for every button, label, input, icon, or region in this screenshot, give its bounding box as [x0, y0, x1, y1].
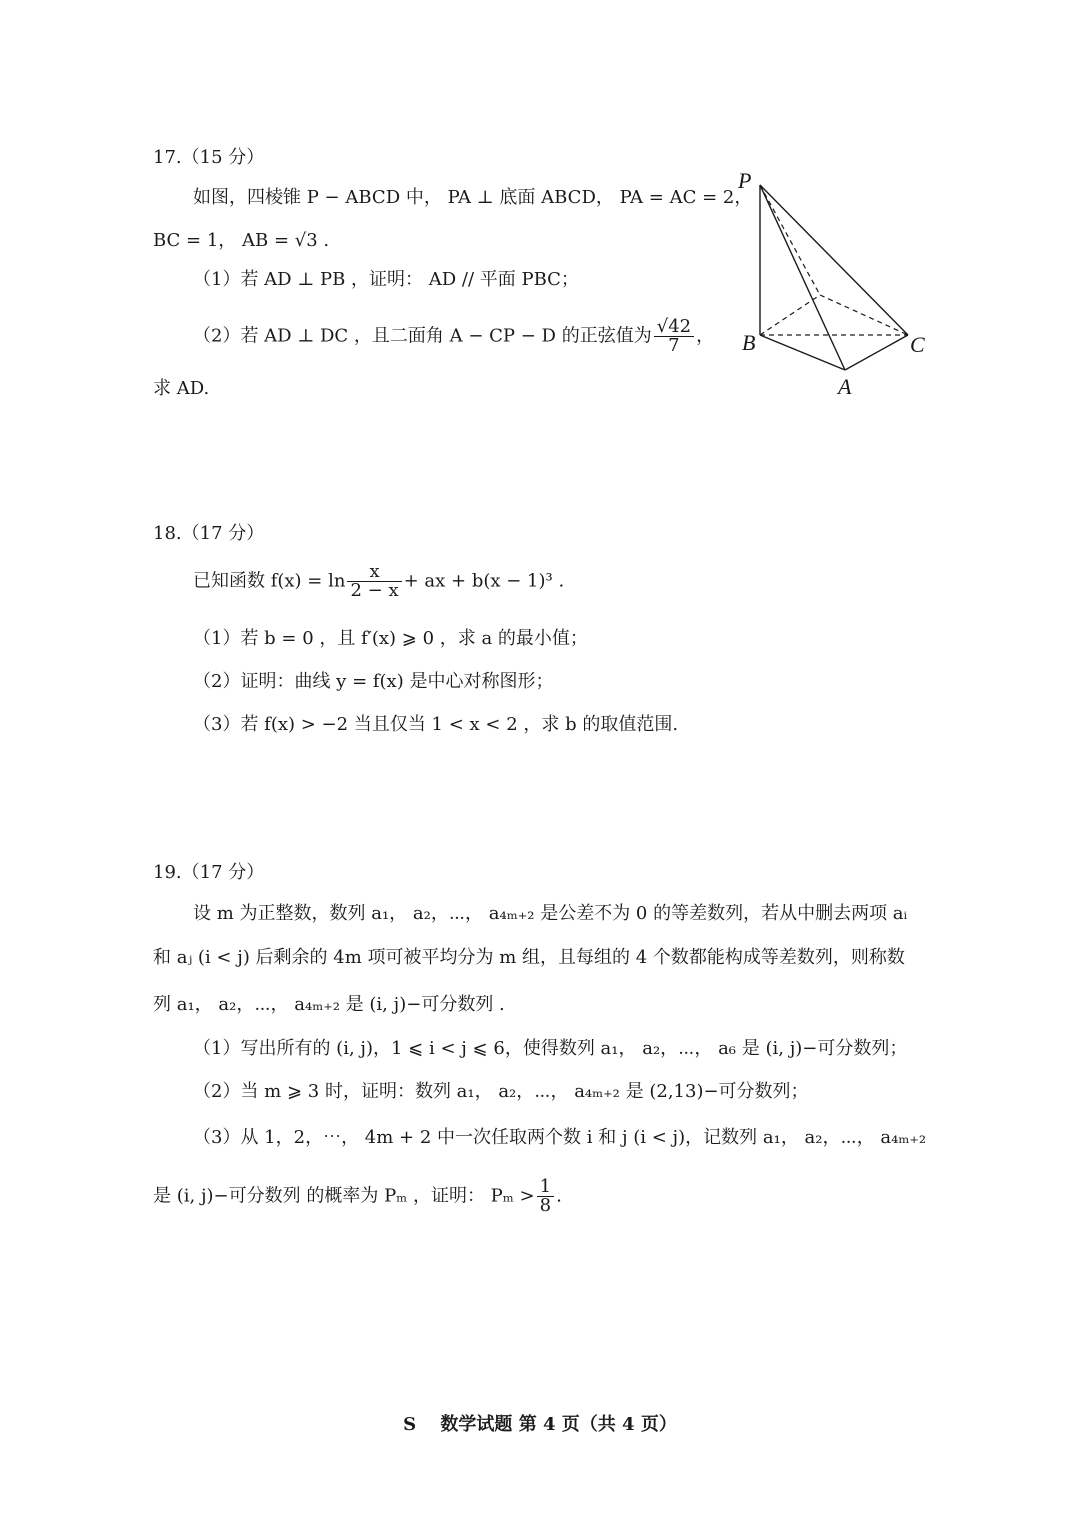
fraction-numerator: x: [347, 563, 401, 582]
q17-stem-line1: 如图，四棱锥 P − ABCD 中， PA ⊥ 底面 ABCD， PA = AC = 2，: [193, 187, 753, 208]
label-p: P: [738, 168, 752, 193]
label-b: B: [742, 330, 756, 355]
q18-part3: （3）若 f(x) > −2 当且仅当 1 < x < 2 ，求 b 的取值范围.: [193, 714, 679, 735]
q17-part2-end: 求 AD.: [153, 378, 210, 399]
q19-stem-line2: 和 aⱼ (i < j) 后剩余的 4m 项可被平均分为 m 组，且每组的 4 个数都能构成等差数列，则称数: [153, 947, 905, 968]
fraction-denominator: 2 − x: [350, 580, 399, 601]
fraction-denominator: 7: [668, 335, 680, 356]
q19-part3-fraction: [537, 1178, 554, 1215]
pyramid-figure: [730, 160, 940, 405]
label-c: C: [910, 332, 925, 357]
edge-ac: [845, 335, 908, 370]
q19-part3-end-text: 是 (i, j)−可分数列 的概率为 Pₘ ，证明： Pₘ >: [153, 1185, 535, 1207]
q19-part3-period: .: [556, 1185, 562, 1207]
q19-part3: （3）从 1，2，⋯， 4m + 2 中一次任取两个数 i 和 j (i < j)，记数列 a₁， a₂，⋯， a₄ₘ₊₂: [193, 1127, 927, 1148]
q19-part3-end: [153, 1178, 562, 1215]
q19-header: 19.（17 分）: [153, 862, 265, 883]
edge-ba: [760, 335, 845, 370]
q18-stem-tail: + ax + b(x − 1)³ .: [403, 570, 565, 592]
q18-stem-fraction: [347, 563, 401, 600]
q19-part1: （1）写出所有的 (i, j)，1 ⩽ i < j ⩽ 6，使得数列 a₁， a₂，⋯， a₆ 是 (i, j)−可分数列；: [193, 1038, 908, 1059]
edge-pd-hidden: [760, 185, 820, 295]
q18-stem: [193, 563, 564, 600]
edge-bd-hidden: [760, 295, 820, 335]
label-a: A: [838, 374, 852, 399]
q17-part2: [193, 318, 714, 355]
q18-part1: （1）若 b = 0 ，且 f′(x) ⩾ 0 ，求 a 的最小值；: [193, 628, 588, 649]
edge-pc: [760, 185, 908, 335]
q19-part2: （2）当 m ⩾ 3 时，证明：数列 a₁， a₂，⋯， a₄ₘ₊₂ 是 (2,13)−可分数列；: [193, 1081, 809, 1102]
q18-part2: （2）证明：曲线 y = f(x) 是中心对称图形；: [193, 671, 554, 692]
q18-header: 18.（17 分）: [153, 523, 265, 544]
q17-part2-text: （2）若 AD ⊥ DC ，且二面角 A − CP − D 的正弦值为: [193, 325, 652, 347]
fraction-denominator: 8: [539, 1195, 552, 1216]
fraction-numerator: √42: [654, 318, 694, 337]
page-footer: S 数学试题 第 4 页（共 4 页）: [403, 1414, 677, 1435]
fraction-numerator: 1: [537, 1178, 554, 1197]
q17-stem-line2: BC = 1， AB = √3 .: [153, 230, 330, 251]
q17-part2-comma: ，: [696, 325, 715, 347]
q19-stem-line3: 列 a₁， a₂，⋯， a₄ₘ₊₂ 是 (i, j)−可分数列 .: [153, 994, 505, 1015]
edge-dc-hidden: [820, 295, 908, 335]
q17-part2-fraction: [654, 318, 694, 355]
q17-header: 17.（15 分）: [153, 147, 265, 168]
q17-part1: （1）若 AD ⊥ PB ，证明： AD // 平面 PBC；: [193, 269, 579, 290]
q18-stem-text: 已知函数 f(x) = ln: [193, 570, 346, 592]
edge-pa: [760, 185, 845, 370]
q19-stem-line1: 设 m 为正整数，数列 a₁， a₂，⋯， a₄ₘ₊₂ 是公差不为 0 的等差数列，若从中删去两项 aᵢ: [193, 903, 908, 924]
